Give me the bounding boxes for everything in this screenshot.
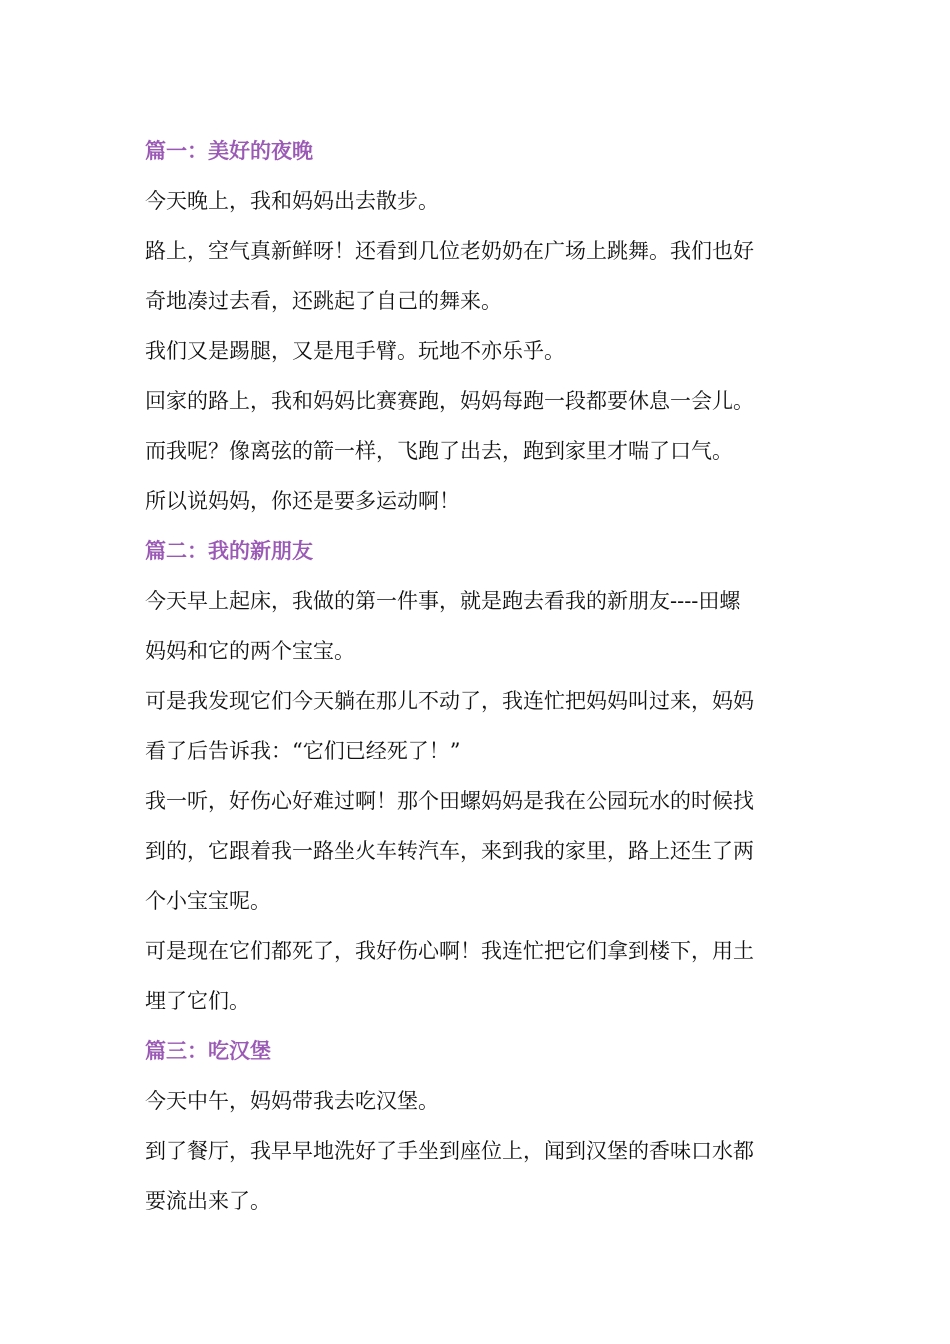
paragraph-line: 我一听，好伤心好难过啊！那个田螺妈妈是我在公园玩水的时候找 [145,789,754,813]
paragraph-line: 今天晚上，我和妈妈出去散步。 [145,189,439,213]
paragraph-line: 可是现在它们都死了，我好伤心啊！我连忙把它们拿到楼下，用土 [145,939,754,963]
section-title: 篇一：美好的夜晚 [145,139,313,163]
paragraph-line: 所以说妈妈，你还是要多运动啊！ [145,489,460,513]
section-2 [145,526,800,1026]
paragraph-line: 我们又是踢腿，又是甩手臂。玩地不亦乐乎。 [145,339,565,363]
paragraph-line: 要流出来了。 [145,1189,271,1213]
section-title: 篇三：吃汉堡 [145,1039,271,1063]
paragraph-line: 看了后告诉我：“它们已经死了！” [145,739,461,763]
section-3 [145,1026,800,1226]
document-page [145,126,800,1226]
paragraph-line: 今天早上起床，我做的第一件事，就是跑去看我的新朋友----田螺 [145,589,741,613]
section-1 [145,126,800,526]
paragraph-line: 到的，它跟着我一路坐火车转汽车，来到我的家里，路上还生了两 [145,839,754,863]
paragraph-line: 到了餐厅，我早早地洗好了手坐到座位上，闻到汉堡的香味口水都 [145,1139,754,1163]
paragraph-line: 个小宝宝呢。 [145,889,271,913]
paragraph-line: 可是我发现它们今天躺在那儿不动了，我连忙把妈妈叫过来，妈妈 [145,689,754,713]
paragraph-line: 而我呢？像离弦的箭一样，飞跑了出去，跑到家里才喘了口气。 [145,439,733,463]
paragraph-line: 路上，空气真新鲜呀！还看到几位老奶奶在广场上跳舞。我们也好 [145,239,754,263]
section-title: 篇二：我的新朋友 [145,539,313,563]
paragraph-line: 奇地凑过去看，还跳起了自己的舞来。 [145,289,502,313]
paragraph-line: 回家的路上，我和妈妈比赛赛跑，妈妈每跑一段都要休息一会儿。 [145,389,754,413]
paragraph-line: 今天中午，妈妈带我去吃汉堡。 [145,1089,439,1113]
paragraph-line: 妈妈和它的两个宝宝。 [145,639,355,663]
paragraph-line: 埋了它们。 [145,989,250,1013]
